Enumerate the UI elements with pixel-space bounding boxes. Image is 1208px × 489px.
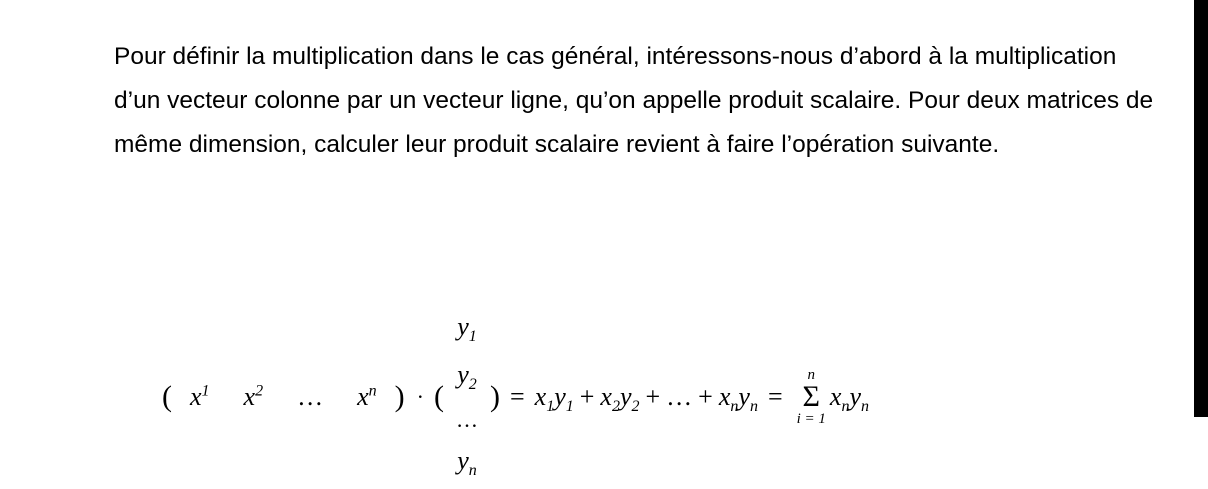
row-vector-ellipsis — [297, 382, 323, 412]
summation-term-y: y — [849, 381, 861, 411]
plus-sign: + — [579, 381, 595, 411]
column-vector-entry-base: y — [457, 312, 469, 341]
expansion-x-sub: 1 — [546, 397, 555, 415]
column-vector-entry — [457, 359, 477, 393]
row-vector-entry-sup: 2 — [255, 381, 264, 399]
row-vector-entry-base: x — [243, 381, 256, 411]
row-vector-close-paren: ) — [394, 379, 405, 413]
dot-operator: · — [416, 383, 424, 409]
expansion-y-sub: 2 — [631, 397, 640, 415]
expansion-x: x — [600, 381, 612, 411]
column-vector-entry-base: y — [457, 445, 469, 475]
row-vector-entry — [190, 382, 210, 412]
equals-sign-first: = — [509, 381, 525, 411]
expansion-term — [718, 381, 758, 415]
dot-product-formula — [160, 222, 1140, 479]
expansion-x: x — [718, 381, 731, 411]
expansion-x-sub: 2 — [611, 397, 620, 415]
expansion-ellipsis: … — [666, 381, 693, 411]
summation-symbol-block — [797, 368, 826, 427]
column-vector-open-paren: ( — [433, 379, 444, 413]
plus-sign: + — [645, 381, 661, 411]
row-vector-entry-sup: 1 — [201, 381, 210, 399]
column-vector-ellipsis: … — [455, 407, 478, 433]
expansion-y: y — [619, 381, 632, 411]
row-vector-open-paren: ( — [162, 379, 172, 413]
row-vector-entry-sup: n — [368, 381, 377, 399]
column-vector-entry-sub: 1 — [468, 328, 477, 346]
row-vector-entry — [357, 382, 377, 412]
row-vector-entry — [244, 382, 264, 412]
column-vector-entry-sub: n — [468, 461, 477, 479]
expansion-x: x — [534, 381, 547, 411]
column-vector-entry — [457, 445, 477, 479]
expansion-term — [534, 381, 574, 415]
page-right-border — [1194, 0, 1208, 417]
row-vector-entry-base: x — [190, 381, 202, 411]
plus-sign: + — [698, 381, 713, 411]
expansion-y: y — [554, 381, 566, 411]
column-vector-entry — [457, 314, 477, 345]
sigma-icon: Σ — [802, 380, 820, 414]
summation-term-x-sub: n — [841, 397, 850, 415]
formula-row — [160, 304, 869, 489]
column-vector — [434, 304, 500, 489]
column-vector-close-paren: ) — [489, 379, 500, 413]
column-vector-entries — [444, 314, 490, 479]
summation-term-x: x — [829, 381, 842, 411]
column-vector-entry-sub: 2 — [468, 375, 477, 393]
summation-term — [829, 381, 869, 415]
summation-lower-limit: i = 1 — [796, 410, 826, 427]
equals-sign-second: = — [767, 381, 783, 411]
row-vector-entry-base: x — [357, 381, 369, 411]
body-paragraph: Pour définir la multiplication dans le cas général, intéressons-nous d’abord à la multiplication d’un vecteur colonne par un vecteur ligne, qu’on appelle produit scalaire. Pour deux matrices de même dimension, calculer leur produit scalaire revient à faire l’opération suivante. — [114, 42, 1154, 158]
expansion-x-sub: n — [730, 397, 739, 415]
expansion-term — [600, 381, 640, 415]
column-vector-entry-base: y — [457, 359, 469, 389]
expansion-y-sub: n — [749, 397, 758, 415]
row-vector-ellipsis-base: … — [297, 381, 324, 411]
summation-upper-limit: n — [807, 367, 815, 384]
expansion-y: y — [738, 381, 750, 411]
expansion-y-sub: 1 — [565, 397, 574, 415]
summation-term-y-sub: n — [861, 397, 869, 415]
